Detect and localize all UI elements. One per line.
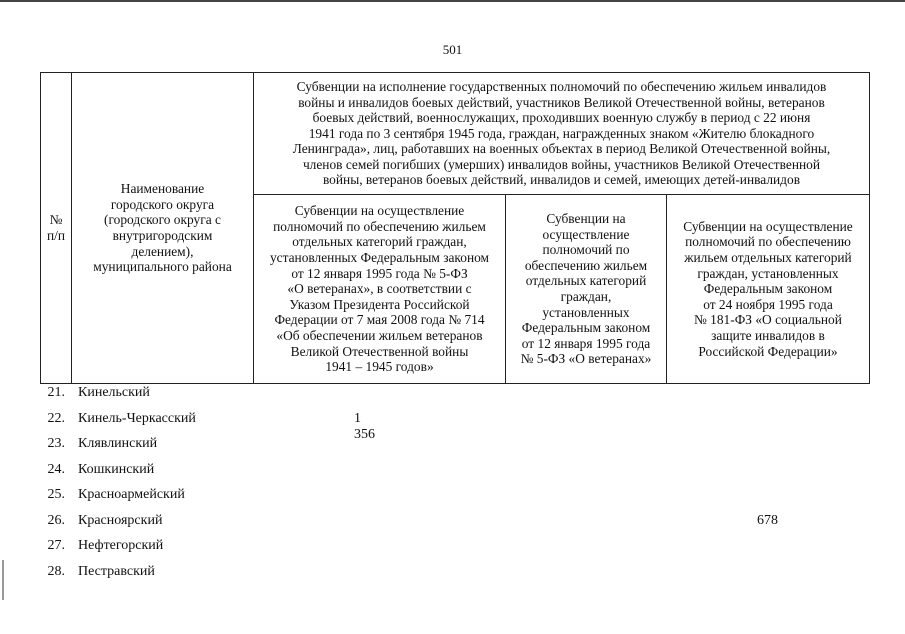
header-line: 1941 – 1945 годов» (325, 359, 434, 375)
page-number: 501 (442, 42, 463, 57)
sub-header-1 (254, 195, 505, 383)
district-name: Кинель-Черкасский (78, 410, 196, 426)
header-line: Указом Президента Российской (289, 296, 470, 312)
district-name: Нефтегорский (78, 538, 164, 553)
header-line: войны и инвалидов боевых действий, участников Великой Отечественной войны, ветеранов (298, 94, 825, 110)
district-name: Пестравский (78, 563, 155, 579)
row-number: 25. (47, 487, 65, 502)
header-line: Ленинграда», лиц, работавших на военных объектах в период Великой Отечественной войны, (292, 141, 831, 157)
header-line: № (49, 212, 63, 228)
name-column-header (72, 73, 253, 383)
district-name: Кошкинский (78, 461, 155, 477)
header-line: отдельных категорий (525, 273, 647, 289)
row-number: 22. (47, 410, 65, 426)
row-number: 26. (47, 512, 65, 528)
num-column-header (41, 73, 71, 383)
header-line: Российской Федерации» (698, 343, 838, 359)
header-line: «Об обеспечении жильем ветеранов (276, 327, 483, 343)
row-number: 24. (47, 461, 65, 477)
header-line: № 5-ФЗ «О ветеранах» (520, 351, 652, 367)
top-rule (0, 0, 905, 2)
header-line: п/п (46, 228, 66, 243)
header-line: Наименование (120, 181, 205, 197)
header-line: «О ветеранах», в соответствии с (287, 281, 472, 297)
header-line: Федеральным законом (521, 320, 651, 336)
row-number: 21. (47, 385, 65, 400)
header-line: полномочий по обеспечению жильем (273, 218, 486, 234)
header-line: граждан, (560, 289, 612, 304)
header-line: делением), (131, 243, 194, 259)
header-line: установленных (542, 304, 630, 320)
header-line: от 24 ноября 1995 года (703, 296, 833, 312)
header-line: от 12 января 1995 года (521, 335, 651, 351)
header-line: Субвенции на осуществление (683, 218, 853, 234)
subventions-main-header (254, 73, 869, 194)
header-line: 1941 года по 3 сентября 1945 года, граждан, награжденных знаком «Жителю блокадного (308, 125, 815, 141)
sub-header-2 (506, 195, 666, 383)
header-line: установленных Федеральным законом (269, 250, 490, 266)
header-line: защите инвалидов в (711, 327, 825, 343)
header-line: Федерации от 7 мая 2008 года № 714 (274, 312, 485, 328)
sub-header-3 (667, 195, 869, 383)
header-line: полномочий по (542, 242, 630, 258)
row-number: 27. (47, 538, 65, 553)
district-name: Красноармейский (78, 487, 185, 502)
header-line: Субвенции на исполнение государственных полномочий по обеспечению жильем инвалидов (296, 78, 827, 94)
value-col-3: 678 (757, 512, 778, 528)
header-line: осуществление (542, 226, 630, 242)
header-line: войны, ветеранов боевых действий, инвалидов и семей, имеющих детей-инвалидов (322, 172, 801, 188)
header-line: Субвенции на осуществление (294, 203, 465, 219)
header-line: городского округа (110, 196, 215, 212)
row-number: 28. (47, 563, 65, 579)
header-line: внутригородским (112, 228, 213, 243)
district-name: Клявлинский (78, 436, 158, 451)
header-line: Федеральным законом (703, 281, 833, 297)
header-line: муниципального района (93, 259, 232, 275)
header-line: граждан, установленных (697, 265, 839, 281)
header-line: Великой Отечественной войны (290, 343, 469, 359)
header-line: членов семей погибших (умерших) инвалидов войны, участников Великой Отечественной (302, 156, 821, 172)
header-line: обеспечению жильем (524, 257, 648, 273)
header-line: жильем отдельных категорий (684, 250, 852, 266)
header-line: полномочий по обеспечению (685, 234, 851, 250)
margin-mark (2, 560, 4, 600)
header-line: Субвенции на (546, 211, 626, 227)
header-line: № 181-ФЗ «О социальной (694, 312, 842, 328)
header-line: боевых действий, военнослужащих, проходивших военную службу в период с 22 июня (312, 110, 811, 126)
header-line: от 12 января 1995 года № 5-ФЗ (291, 265, 468, 281)
header-line: отдельных категорий граждан, (292, 234, 467, 250)
district-name: Кинельский (78, 385, 150, 400)
row-number: 23. (47, 436, 65, 451)
header-line: (городского округа с (104, 212, 221, 228)
header-table (40, 72, 870, 384)
value-col-1: 1 356 (354, 410, 375, 442)
district-name: Красноярский (78, 512, 163, 528)
